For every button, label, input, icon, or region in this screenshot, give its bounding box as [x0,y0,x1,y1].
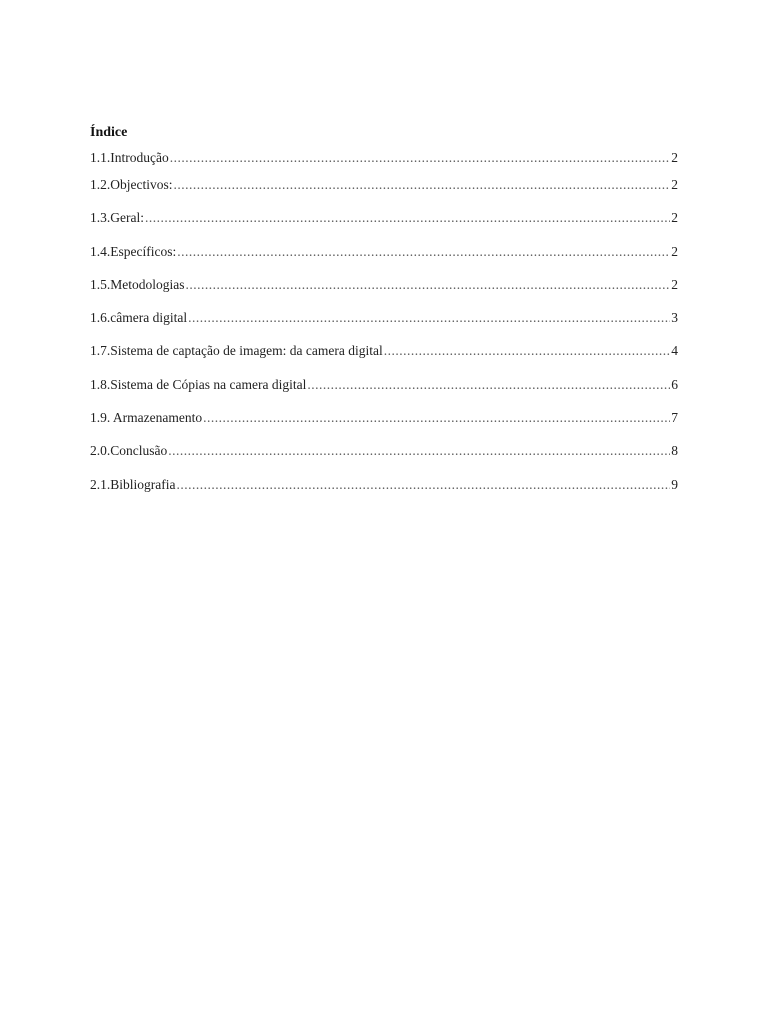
dot-leader [384,336,670,366]
toc-entry-label: 1.9. Armazenamento [90,410,203,426]
toc-entry-page: 2 [671,177,678,192]
toc-title: Índice [90,125,128,140]
toc-entry-introducao[interactable] [90,143,678,170]
toc-entry-label: 1.1.Introdução [90,150,169,165]
dot-leader [177,237,670,267]
toc-entry-label: 1.2.Objectivos: [90,177,173,192]
toc-list [90,143,678,503]
toc-entry-label: 2.0.Conclusão [90,443,168,459]
dot-leader [170,143,671,173]
toc-entry-label: 1.5.Metodologias [90,276,185,292]
toc-entry-page: 2 [671,150,678,165]
toc-entry-page: 6 [671,376,678,392]
toc-entry-label: 1.4.Específicos: [90,243,177,259]
dot-leader [307,370,670,400]
toc-entry-label: 1.6.câmera digital [90,310,188,326]
toc-entry-especificos[interactable] [90,237,678,270]
dot-leader [203,403,670,433]
toc-entry-page: 2 [671,276,678,292]
dot-leader [188,303,670,333]
toc-entry-page: 3 [671,310,678,326]
toc-entry-label: 2.1.Bibliografia [90,476,176,492]
table-of-contents [90,123,678,503]
toc-entry-label: 1.8.Sistema de Cópias na camera digital [90,376,307,392]
toc-entry-geral[interactable] [90,203,678,236]
toc-entry-bibliografia[interactable] [90,470,678,503]
toc-entry-label: 1.7.Sistema de captação de imagem: da camera digital [90,343,383,359]
toc-entry-metodologias[interactable] [90,270,678,303]
toc-entry-page: 4 [671,343,678,359]
toc-entry-sistema-captacao[interactable] [90,336,678,369]
dot-leader [186,270,671,300]
dot-leader [174,170,671,200]
dot-leader [168,436,670,466]
toc-entry-armazenamento[interactable] [90,403,678,436]
dot-leader [145,203,670,233]
toc-entry-page: 8 [671,443,678,459]
toc-entry-page: 2 [671,210,678,226]
toc-entry-sistema-copias[interactable] [90,370,678,403]
toc-entry-page: 9 [671,476,678,492]
toc-entry-page: 7 [671,410,678,426]
toc-entry-label: 1.3.Geral: [90,210,144,226]
toc-entry-conclusao[interactable] [90,436,678,469]
dot-leader [176,470,670,500]
toc-entry-camera-digital[interactable] [90,303,678,336]
toc-entry-objectivos[interactable] [90,170,678,203]
toc-entry-page: 2 [671,243,678,259]
